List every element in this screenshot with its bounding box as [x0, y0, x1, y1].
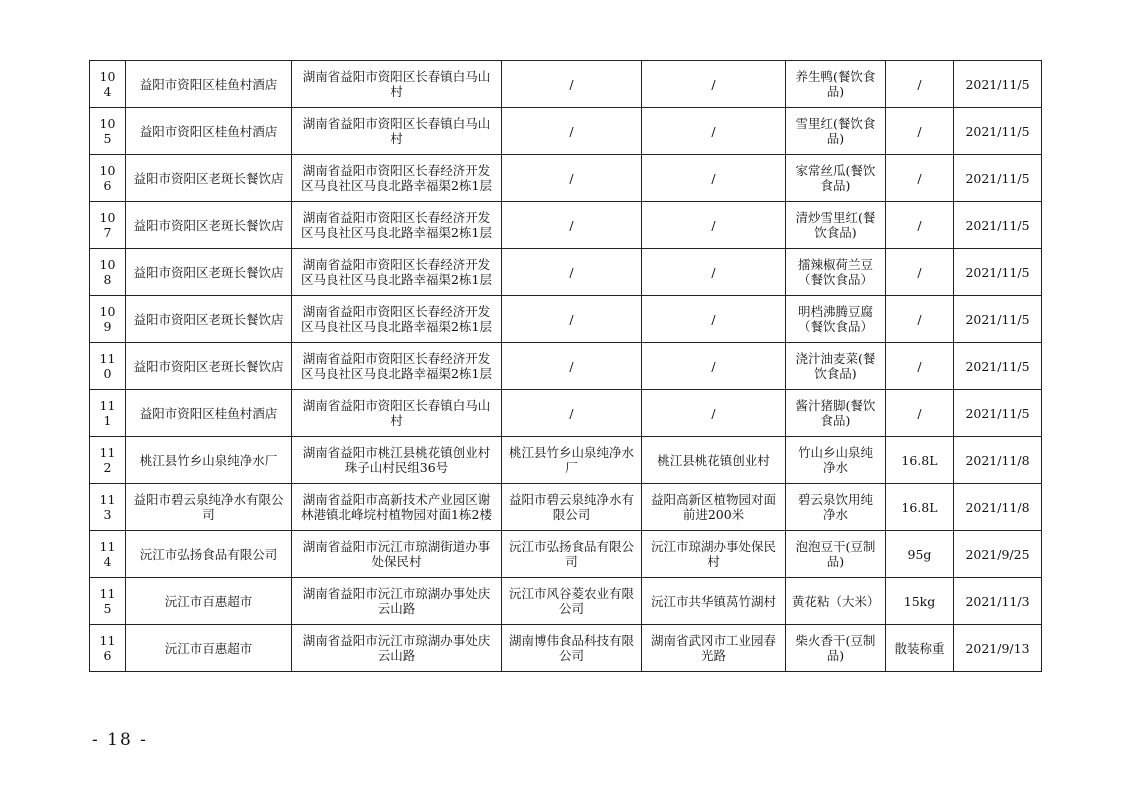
- cell-no: 109: [90, 296, 126, 343]
- cell-seller: 益阳市资阳区老斑长餐饮店: [126, 296, 292, 343]
- cell-seller-address: 湖南省益阳市资阳区长春经济开发区马良社区马良北路幸福渠2栋1层: [292, 202, 502, 249]
- cell-seller: 沅江市百惠超市: [126, 578, 292, 625]
- table-row: [90, 625, 1042, 672]
- cell-seller: 沅江市弘扬食品有限公司: [126, 531, 292, 578]
- cell-date: 2021/11/3: [954, 578, 1042, 625]
- cell-seller: 益阳市资阳区老斑长餐饮店: [126, 155, 292, 202]
- table-row: [90, 108, 1042, 155]
- cell-no: 115: [90, 578, 126, 625]
- cell-food: 泡泡豆干(豆制品): [786, 531, 886, 578]
- cell-maker-address: /: [642, 390, 786, 437]
- cell-no: 108: [90, 249, 126, 296]
- cell-maker-address: /: [642, 296, 786, 343]
- cell-seller-address: 湖南省益阳市资阳区长春经济开发区马良社区马良北路幸福渠2栋1层: [292, 249, 502, 296]
- cell-spec: 15kg: [886, 578, 954, 625]
- cell-seller: 益阳市资阳区老斑长餐饮店: [126, 343, 292, 390]
- cell-seller: 益阳市资阳区桂鱼村酒店: [126, 390, 292, 437]
- cell-maker-address: /: [642, 108, 786, 155]
- cell-date: 2021/11/5: [954, 155, 1042, 202]
- cell-maker: /: [502, 61, 642, 108]
- cell-spec: 95g: [886, 531, 954, 578]
- cell-maker-address: 湖南省武冈市工业园春光路: [642, 625, 786, 672]
- cell-maker-address: 沅江市共华镇莴竹湖村: [642, 578, 786, 625]
- cell-date: 2021/11/5: [954, 296, 1042, 343]
- cell-seller-address: 湖南省益阳市沅江市琼湖办事处庆云山路: [292, 578, 502, 625]
- cell-no: 106: [90, 155, 126, 202]
- cell-seller-address: 湖南省益阳市资阳区长春经济开发区马良社区马良北路幸福渠2栋1层: [292, 155, 502, 202]
- cell-no: 107: [90, 202, 126, 249]
- cell-seller: 桃江县竹乡山泉纯净水厂: [126, 437, 292, 484]
- cell-maker-address: /: [642, 155, 786, 202]
- cell-no: 111: [90, 390, 126, 437]
- cell-date: 2021/11/5: [954, 249, 1042, 296]
- cell-no: 113: [90, 484, 126, 531]
- cell-maker: /: [502, 343, 642, 390]
- cell-food: 擂辣椒荷兰豆（餐饮食品）: [786, 249, 886, 296]
- cell-food: 黄花粘（大米）: [786, 578, 886, 625]
- cell-date: 2021/11/5: [954, 61, 1042, 108]
- table-row: [90, 531, 1042, 578]
- cell-maker: 沅江市弘扬食品有限公司: [502, 531, 642, 578]
- cell-seller: 益阳市资阳区老斑长餐饮店: [126, 202, 292, 249]
- cell-spec: /: [886, 343, 954, 390]
- cell-food: 浇汁油麦菜(餐饮食品): [786, 343, 886, 390]
- table-row: [90, 61, 1042, 108]
- cell-no: 104: [90, 61, 126, 108]
- cell-maker: /: [502, 249, 642, 296]
- cell-seller: 益阳市资阳区老斑长餐饮店: [126, 249, 292, 296]
- cell-date: 2021/11/5: [954, 108, 1042, 155]
- cell-seller: 沅江市百惠超市: [126, 625, 292, 672]
- cell-seller-address: 湖南省益阳市资阳区长春镇白马山村: [292, 108, 502, 155]
- cell-maker: /: [502, 108, 642, 155]
- cell-maker-address: /: [642, 249, 786, 296]
- cell-no: 112: [90, 437, 126, 484]
- cell-maker-address: 桃江县桃花镇创业村: [642, 437, 786, 484]
- cell-date: 2021/11/8: [954, 437, 1042, 484]
- cell-spec: /: [886, 249, 954, 296]
- table-row: [90, 202, 1042, 249]
- cell-maker-address: /: [642, 202, 786, 249]
- cell-maker: 沅江市风谷菱农业有限公司: [502, 578, 642, 625]
- table-row: [90, 578, 1042, 625]
- cell-food: 雪里红(餐饮食品): [786, 108, 886, 155]
- cell-seller-address: 湖南省益阳市沅江市琼湖街道办事处保民村: [292, 531, 502, 578]
- cell-seller-address: 湖南省益阳市沅江市琼湖办事处庆云山路: [292, 625, 502, 672]
- cell-spec: /: [886, 296, 954, 343]
- cell-date: 2021/11/8: [954, 484, 1042, 531]
- cell-maker: /: [502, 155, 642, 202]
- table-body: [90, 61, 1042, 672]
- cell-food: 碧云泉饮用纯净水: [786, 484, 886, 531]
- cell-maker-address: 沅江市琼湖办事处保民村: [642, 531, 786, 578]
- cell-seller: 益阳市碧云泉纯净水有限公司: [126, 484, 292, 531]
- cell-no: 105: [90, 108, 126, 155]
- table-row: [90, 484, 1042, 531]
- cell-food: 家常丝瓜(餐饮食品): [786, 155, 886, 202]
- cell-no: 116: [90, 625, 126, 672]
- cell-maker-address: /: [642, 61, 786, 108]
- cell-maker: 益阳市碧云泉纯净水有限公司: [502, 484, 642, 531]
- sampling-table: [89, 60, 1042, 672]
- page-number: - 18 -: [92, 730, 148, 750]
- cell-seller-address: 湖南省益阳市资阳区长春经济开发区马良社区马良北路幸福渠2栋1层: [292, 296, 502, 343]
- cell-food: 养生鸭(餐饮食品): [786, 61, 886, 108]
- cell-seller: 益阳市资阳区桂鱼村酒店: [126, 61, 292, 108]
- cell-spec: 16.8L: [886, 484, 954, 531]
- cell-spec: /: [886, 202, 954, 249]
- cell-maker-address: /: [642, 343, 786, 390]
- cell-food: 柴火香干(豆制品): [786, 625, 886, 672]
- cell-maker: /: [502, 296, 642, 343]
- table-row: [90, 343, 1042, 390]
- table-row: [90, 390, 1042, 437]
- cell-spec: /: [886, 61, 954, 108]
- cell-spec: 散装称重: [886, 625, 954, 672]
- cell-date: 2021/11/5: [954, 390, 1042, 437]
- cell-spec: /: [886, 390, 954, 437]
- cell-seller-address: 湖南省益阳市高新技术产业园区谢林港镇北峰垸村植物园对面1栋2楼: [292, 484, 502, 531]
- cell-maker: /: [502, 390, 642, 437]
- cell-maker-address: 益阳高新区植物园对面前进200米: [642, 484, 786, 531]
- cell-date: 2021/9/25: [954, 531, 1042, 578]
- cell-food: 竹山乡山泉纯净水: [786, 437, 886, 484]
- cell-date: 2021/11/5: [954, 343, 1042, 390]
- cell-no: 114: [90, 531, 126, 578]
- cell-date: 2021/9/13: [954, 625, 1042, 672]
- cell-seller-address: 湖南省益阳市资阳区长春镇白马山村: [292, 61, 502, 108]
- cell-seller-address: 湖南省益阳市桃江县桃花镇创业村珠子山村民组36号: [292, 437, 502, 484]
- cell-maker: 湖南博伟食品科技有限公司: [502, 625, 642, 672]
- cell-maker: 桃江县竹乡山泉纯净水厂: [502, 437, 642, 484]
- cell-spec: /: [886, 108, 954, 155]
- cell-maker: /: [502, 202, 642, 249]
- cell-food: 酱汁猪脚(餐饮食品): [786, 390, 886, 437]
- cell-seller-address: 湖南省益阳市资阳区长春经济开发区马良社区马良北路幸福渠2栋1层: [292, 343, 502, 390]
- table-row: [90, 155, 1042, 202]
- cell-spec: 16.8L: [886, 437, 954, 484]
- cell-spec: /: [886, 155, 954, 202]
- table-row: [90, 296, 1042, 343]
- cell-no: 110: [90, 343, 126, 390]
- cell-seller-address: 湖南省益阳市资阳区长春镇白马山村: [292, 390, 502, 437]
- cell-food: 明档沸腾豆腐（餐饮食品）: [786, 296, 886, 343]
- table-row: [90, 437, 1042, 484]
- cell-seller: 益阳市资阳区桂鱼村酒店: [126, 108, 292, 155]
- cell-date: 2021/11/5: [954, 202, 1042, 249]
- cell-food: 清炒雪里红(餐饮食品): [786, 202, 886, 249]
- table-row: [90, 249, 1042, 296]
